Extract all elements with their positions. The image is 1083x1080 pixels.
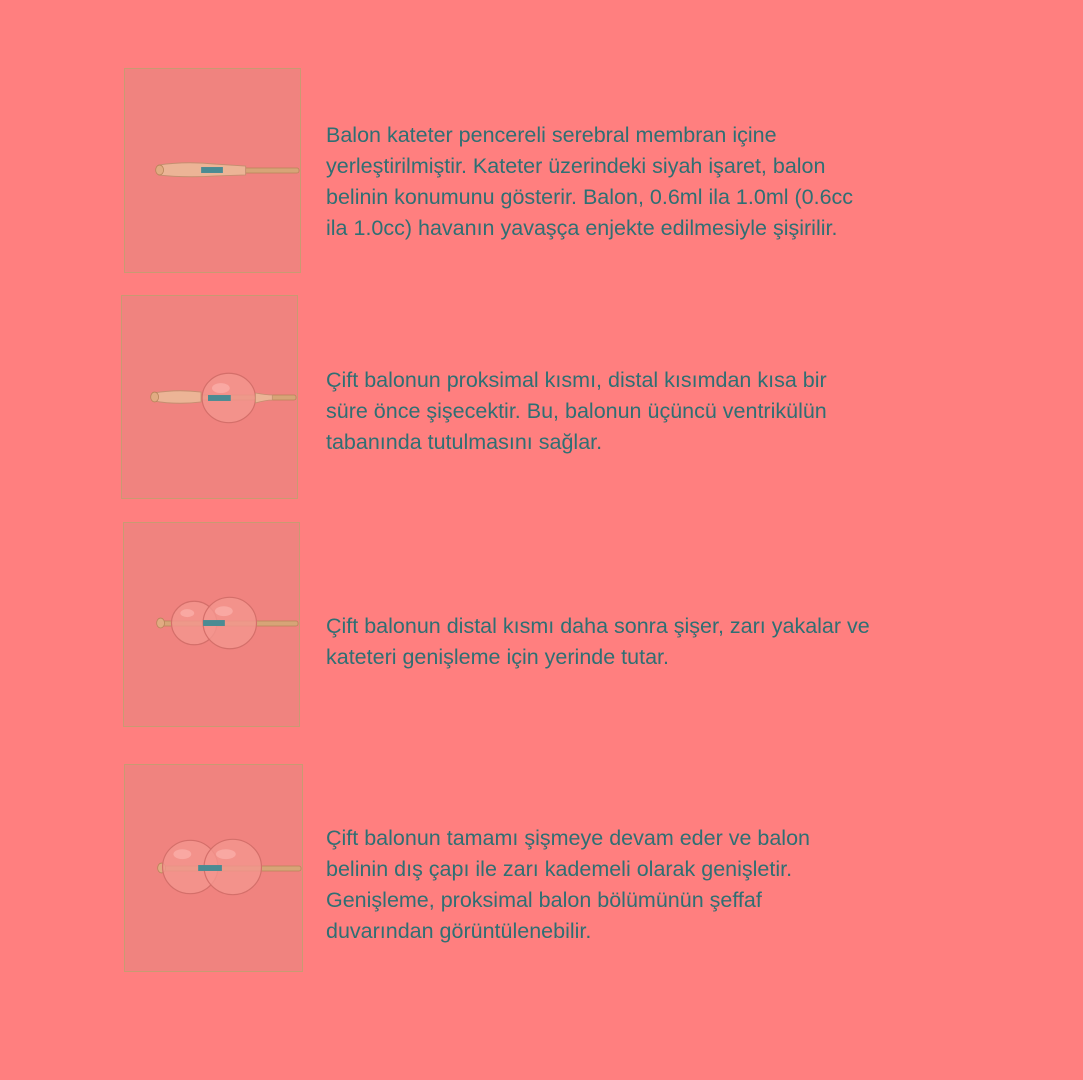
step-1-description [326,120,853,244]
text-line: duvarından görüntülenebilir. [326,919,592,943]
step-2-description [326,365,827,458]
text-line: Çift balonun proksimal kısmı, distal kısımdan kısa bir [326,368,827,392]
step-3-description [326,611,870,673]
balloon-neck [255,393,272,403]
black-waist-marker [208,395,231,401]
text-line: süre önce şişecektir. Bu, balonun üçüncü ventrikülün [326,399,827,423]
balloon-highlight [212,383,230,393]
text-line: Çift balonun distal kısmı daha sonra şişer, zarı yakalar ve [326,614,870,638]
step-2-image-panel [121,295,298,499]
text-line: Çift balonun tamamı şişmeye devam eder ve balon [326,826,810,850]
step-1-image-panel [124,68,301,273]
balloon-highlight [173,849,191,859]
black-waist-marker [198,865,222,871]
deflated-distal-section [154,391,201,403]
step-4-description [326,823,810,947]
balloon-highlight [180,609,194,617]
distal-inflation-illustration [124,523,299,726]
step-4-image-panel [124,764,303,972]
catheter-tip [156,165,164,175]
text-line: kateteri genişleme için yerinde tutar. [326,645,669,669]
text-line: belinin konumunu gösterir. Balon, 0.6ml ila 1.0ml (0.6cc [326,185,854,209]
text-line: Genişleme, proksimal balon bölümünün şeffaf [326,888,762,912]
catheter-tip [151,392,159,402]
catheter-tip [157,618,165,628]
step-3-image-panel [123,522,300,727]
text-line: yerleştirilmiştir. Kateter üzerindeki siyah işaret, balon [326,154,826,178]
text-line: ila 1.0cc) havanın yavaşça enjekte edilmesiyle şişirilir. [326,216,838,240]
text-line: Balon kateter pencereli serebral membran içine [326,123,777,147]
text-line: tabanında tutulmasını sağlar. [326,430,603,454]
black-waist-marker [201,167,223,173]
balloon-highlight [215,606,233,616]
deflated-catheter-illustration [125,69,300,272]
full-inflation-illustration [125,765,302,971]
text-line: belinin dış çapı ile zarı kademeli olarak genişletir. [326,857,793,881]
black-waist-marker [203,620,225,626]
balloon-highlight [216,849,236,859]
proximal-inflation-illustration [122,296,297,498]
